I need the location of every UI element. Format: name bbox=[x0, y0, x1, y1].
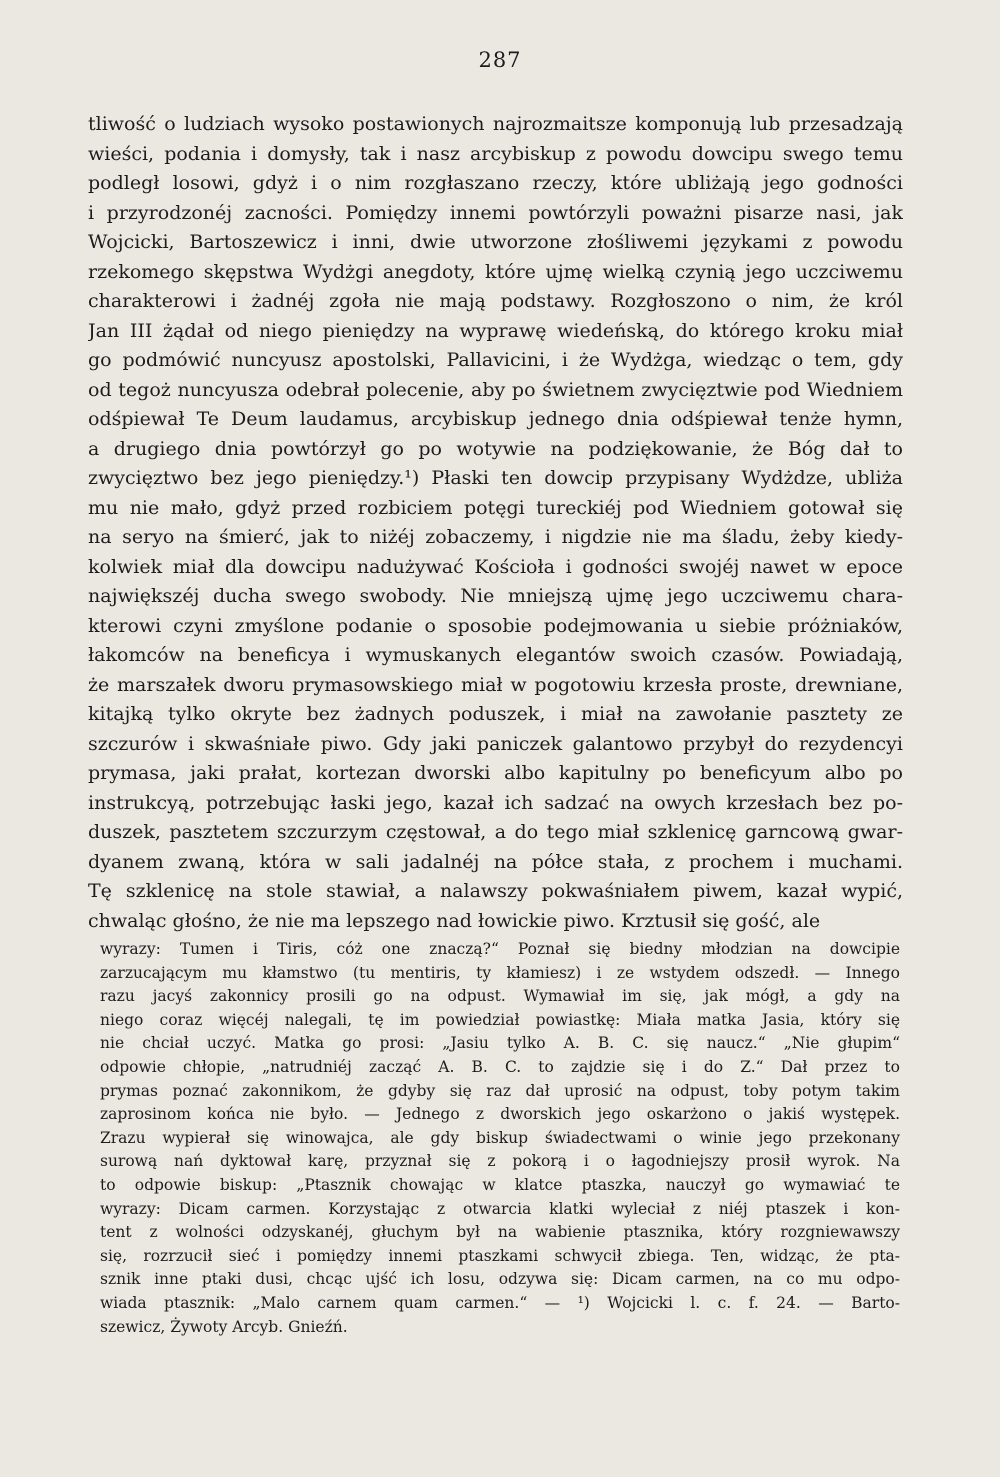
footnote-line: wiada ptasznik: „Malo carnem quam carmen.“ — ¹) Wojcicki l. c. f. 24. — Barto- bbox=[100, 1293, 900, 1312]
text-line: że marszałek dworu prymasowskiego miał w pogotowiu krzesła proste, drewniane, bbox=[88, 673, 903, 696]
main-text bbox=[88, 110, 903, 936]
text-line: Wojcicki, Bartoszewicz i inni, dwie utworzone złośliwemi językami z powodu bbox=[88, 231, 903, 253]
footnote-line: tent z wolności odzyskanéj, głuchym był na wabienie ptasznika, który rozgniewawszy bbox=[100, 1223, 900, 1242]
text-line: wieści, podania i domysły, tak i nasz arcybiskup z powodu dowcipu swego temu bbox=[88, 142, 903, 165]
text-line: podległ losowi, gdyż i o nim rozgłaszano rzeczy, które ubliżają jego godności bbox=[88, 172, 903, 194]
text-line: tliwość o ludziach wysoko postawionych najrozmaitsze komponują lub przesadzają bbox=[88, 113, 903, 135]
footnote-line: Zrazu wypierał się winowajca, ale gdy biskup świadectwami o winie jego przekonany bbox=[100, 1128, 900, 1147]
text-line: chwaląc głośno, że nie ma lepszego nad łowickie piwo. Krztusił się gość, ale bbox=[88, 909, 821, 932]
footnote-line: odpowie chłopie, „natrudniéj zacząć A. B. C. to zajdzie się i do Z.“ Dał przez to bbox=[100, 1057, 900, 1076]
text-line: mu nie mało, gdyż przed rozbiciem potęgi tureckiéj pod Wiedniem gotował się bbox=[88, 496, 903, 519]
text-line: łakomców na beneficya i wymuskanych elegantów swoich czasów. Powiadają, bbox=[88, 644, 903, 666]
text-line: zwycięztwo bez jego pieniędzy.¹) Płaski ten dowcip przypisany Wydżdze, ubliża bbox=[88, 467, 903, 489]
text-line: kterowi czyni zmyślone podanie o sposobie podejmowania u siebie próżniaków, bbox=[88, 614, 903, 637]
footnote-line: nie chciał uczyć. Matka go prosi: „Jasiu tylko A. B. C. się naucz.“ „Nie głupim“ bbox=[100, 1034, 900, 1053]
footnote-line: prymas poznać zakonnikom, że gdyby się raz dał uprosić na odpust, toby potym takim bbox=[100, 1081, 900, 1100]
text-line: Tę szklenicę na stole stawiał, a nalawszy pokwaśniałem piwem, kazał wypić, bbox=[88, 880, 903, 902]
footnote-line: wyrazy: Dicam carmen. Korzystając z otwarcia klatki wyleciał z niéj ptaszek i kon- bbox=[100, 1199, 900, 1218]
text-line: największéj ducha swego swobody. Nie mniejszą ujmę jego uczciwemu chara- bbox=[88, 585, 903, 607]
footnote-line: się, rozrzucił sieć i pomiędzy innemi ptaszkami schwycił zbiega. Ten, widząc, że pta- bbox=[100, 1246, 900, 1265]
text-line: kitajką tylko okryte bez żadnych poduszek, i miał na zawołanie pasztety ze bbox=[88, 703, 903, 725]
text-line: instrukcyą, potrzebując łaski jego, kazał ich sadzać na owych krzesłach bez po- bbox=[88, 791, 903, 814]
footnote-line: razu jacyś zakonnicy prosili go na odpust. Wymawiał im się, jak mógł, a gdy na bbox=[100, 987, 900, 1006]
footnote-line: zaprosinom końca nie było. — Jednego z dworskich jego oskarżono o jakiś występek. bbox=[100, 1105, 900, 1124]
footnote-line: zarzucającym mu kłamstwo (tu mentiris, ty kłamiesz) i ze wstydem odszedł. — Innego bbox=[100, 963, 900, 982]
text-line: duszek, pasztetem szczurzym częstował, a do tego miał szklenicę garncową gwar- bbox=[88, 821, 903, 843]
footnote-line: sznik inne ptaki dusi, chcąc ujść ich losu, odzywa się: Dicam carmen, na co mu odpo- bbox=[100, 1270, 900, 1289]
text-line: szczurów i skwaśniałe piwo. Gdy jaki paniczek galantowo przybył do rezydencyi bbox=[88, 732, 903, 755]
text-line: a drugiego dnia powtórzył go po wotywie na podziękowanie, że Bóg dał to bbox=[88, 437, 903, 460]
text-line: kolwiek miał dla dowcipu nadużywać Kościoła i godności swojéj nawet w epoce bbox=[88, 555, 903, 578]
text-line: Jan III żądał od niego pieniędzy na wyprawę wiedeńską, do którego kroku miał bbox=[88, 319, 903, 342]
text-line: i przyrodzonéj zacności. Pomiędzy innemi powtórzyli poważni pisarze nasi, jak bbox=[88, 201, 903, 224]
text-line: go podmówić nuncyusz apostolski, Pallavicini, i że Wydżga, wiedząc o tem, gdy bbox=[88, 349, 903, 371]
footnotes bbox=[100, 938, 900, 1339]
text-line: charakterowi i żadnéj zgoła nie mają podstawy. Rozgłoszono o nim, że król bbox=[88, 290, 903, 312]
text-line: prymasa, jaki prałat, kortezan dworski albo kapitulny po beneficyum albo po bbox=[88, 762, 903, 784]
text-line: dyanem zwaną, która w sali jadalnéj na półce stała, z prochem i muchami. bbox=[88, 850, 903, 873]
footnote-line: surową nań dyktował karę, przyznał się z pokorą i o łagodniejszy prosił wyrok. Na bbox=[100, 1152, 900, 1171]
footnote-line: to odpowie biskup: „Ptasznik chowając w klatce ptaszka, nauczył go wymawiać te bbox=[100, 1175, 900, 1194]
page-number: 287 bbox=[478, 48, 522, 72]
text-line: od tegoż nuncyusza odebrał polecenie, aby po świetnem zwycięztwie pod Wiedniem bbox=[88, 378, 903, 401]
footnote-line: niego coraz więcéj nalegali, tę im powiedział powiastkę: Miała matka Jasia, który się bbox=[100, 1010, 900, 1029]
footnote-line: szewicz, Żywoty Arcyb. Gnieźń. bbox=[100, 1317, 348, 1336]
text-line: rzekomego skępstwa Wydżgi anegdoty, które ujmę wielką czynią jego uczciwemu bbox=[88, 260, 903, 283]
footnote-line: wyrazy: Tumen i Tiris, cóż one znaczą?“ Poznał się biedny młodzian na dowcipie bbox=[100, 940, 900, 958]
text-line: na seryo na śmierć, jak to niżéj zobaczemy, i nigdzie nie ma śladu, żeby kiedy- bbox=[88, 526, 903, 548]
text-line: odśpiewał Te Deum laudamus, arcybiskup jednego dnia odśpiewał tenże hymn, bbox=[88, 408, 903, 430]
